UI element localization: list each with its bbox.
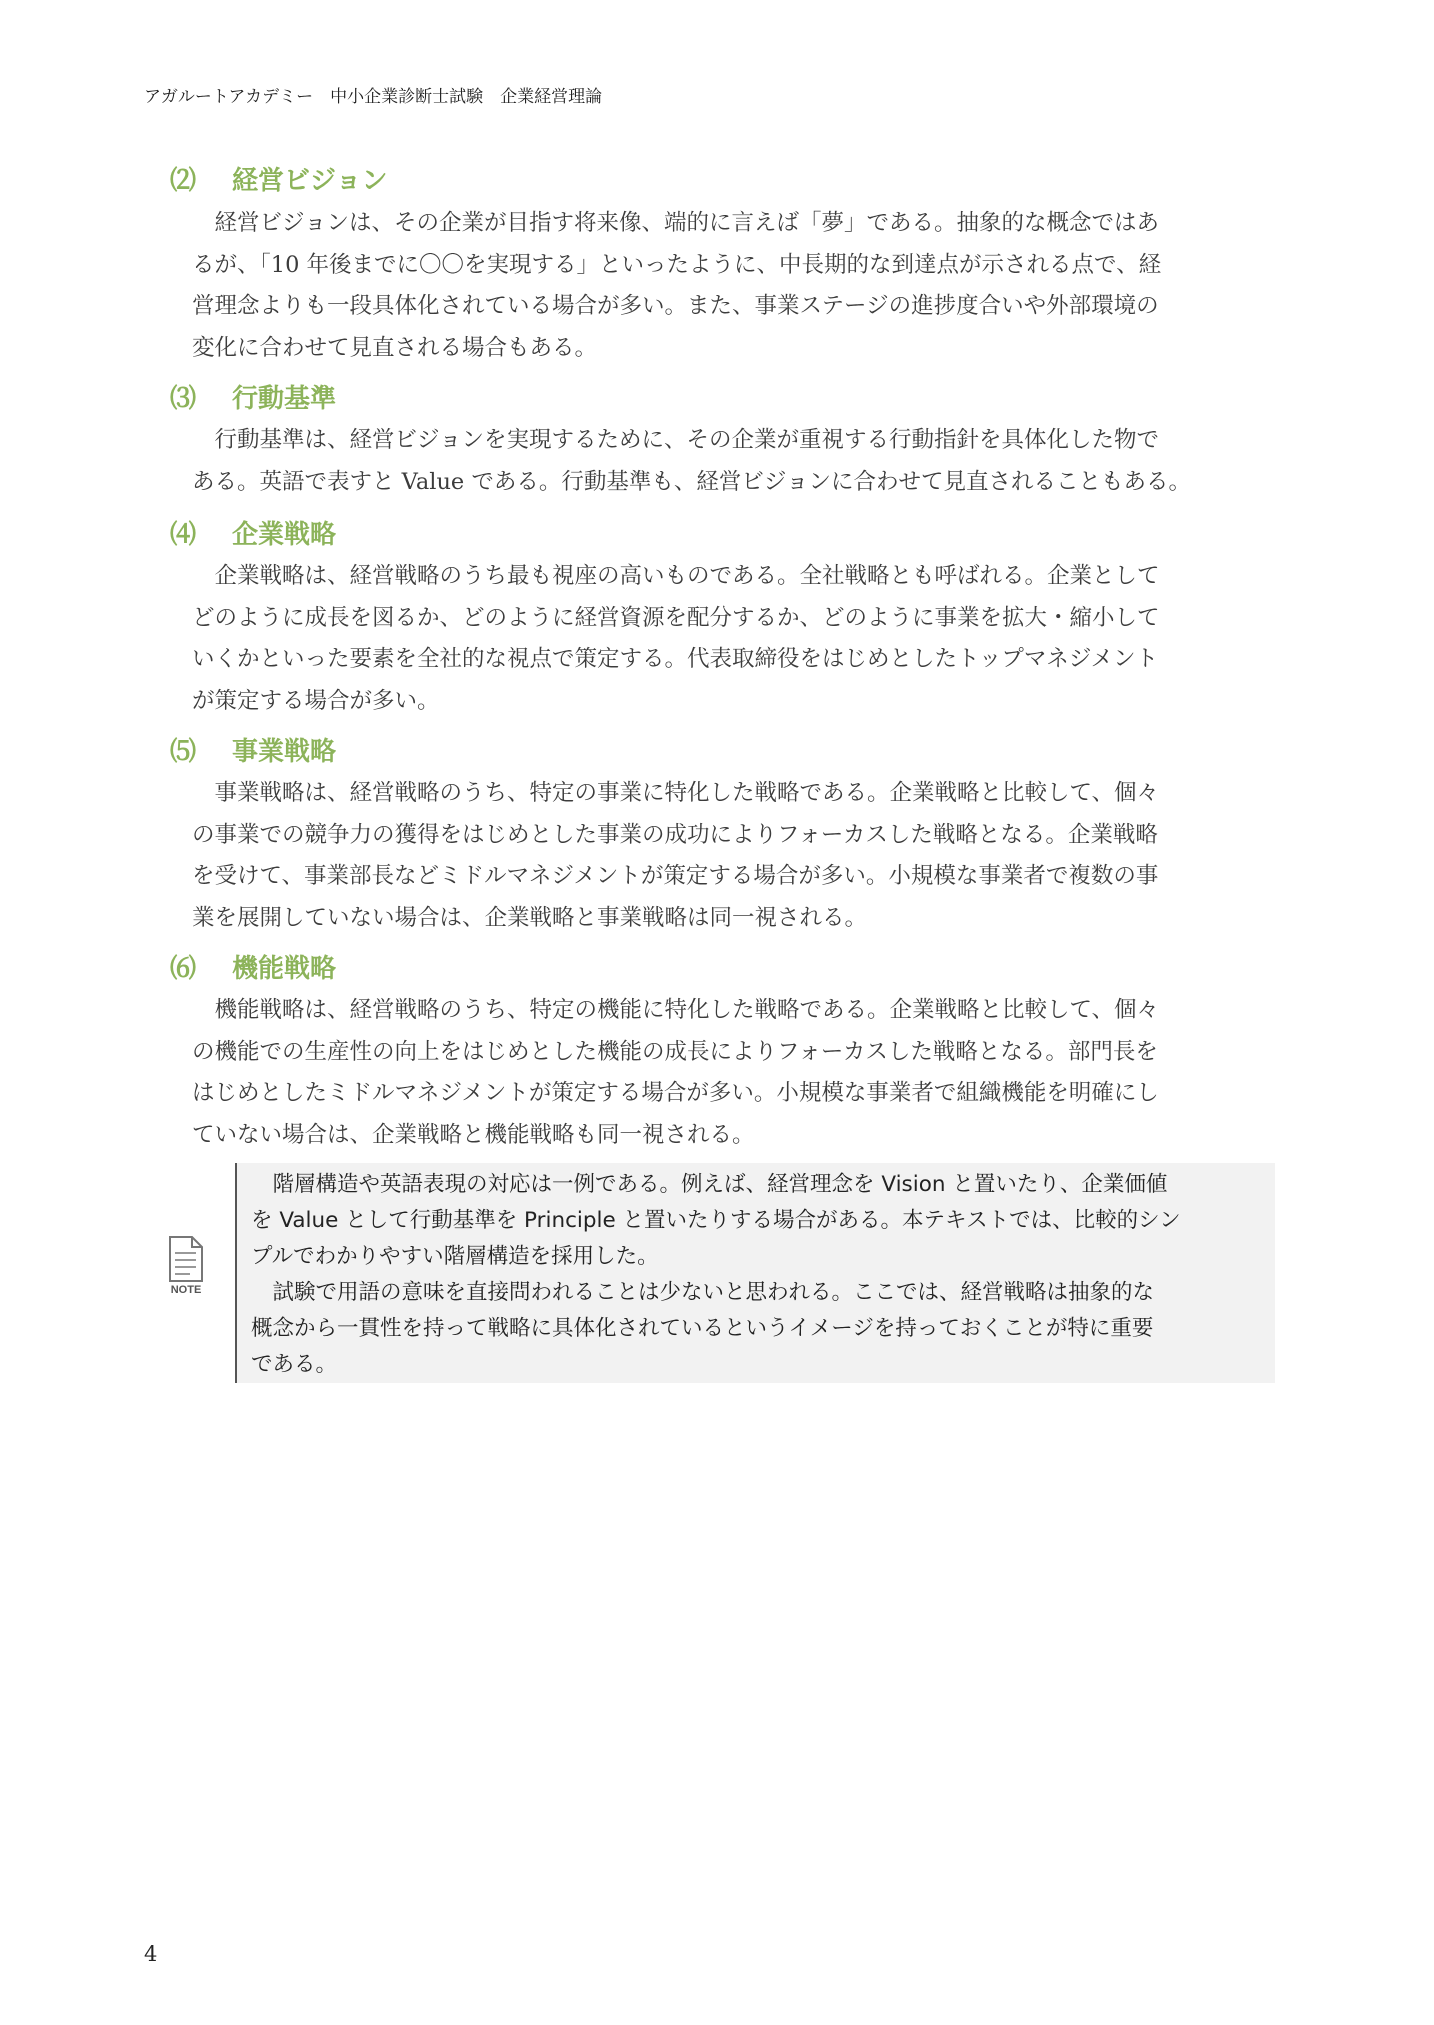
paragraph-line: 業を展開していない場合は、企業戦略と事業戦略は同一視される。: [192, 904, 868, 931]
note-text: [251, 1167, 1271, 1383]
paragraph-line: 行動基準は、経営ビジョンを実現するために、その企業が重視する行動指針を具体化した物で: [192, 427, 1160, 453]
section-number: ⑷: [170, 520, 197, 550]
section-heading-corporate-strategy: [170, 514, 336, 551]
note-line: を Value として行動基準を Principle と置いたりする場合がある。本テキストでは、比較的シン: [251, 1208, 1181, 1233]
paragraph-line: ある。英語で表すと Value である。行動基準も、経営ビジョンに合わせて見直されることもある。: [192, 468, 1191, 495]
section-body-corporate-strategy: [192, 556, 1272, 722]
section-number: ⑹: [170, 954, 197, 984]
paragraph-line: 営理念よりも一段具体化されている場合が多い。また、事業ステージの進捗度合いや外部環境の: [192, 293, 1159, 319]
section-title: 機能戦略: [232, 954, 337, 984]
paragraph-line: の機能での生産性の向上をはじめとした機能の成長によりフォーカスした戦略となる。部門長を: [192, 1038, 1158, 1065]
note-line: 概念から一貫性を持って戦略に具体化されているというイメージを持っておくことが特に重要: [251, 1316, 1154, 1341]
paragraph-line: を受けて、事業部長などミドルマネジメントが策定する場合が多い。小規模な事業者で複数の事: [192, 863, 1159, 889]
section-number: ⑸: [170, 737, 197, 767]
section-heading-business-strategy: [170, 731, 336, 768]
section-title: 行動基準: [232, 384, 337, 414]
section-body-conduct: [192, 420, 1272, 503]
paragraph-line: 機能戦略は、経営戦略のうち、特定の機能に特化した戦略である。企業戦略と比較して、個々: [192, 997, 1160, 1023]
section-title: 企業戦略: [232, 520, 337, 550]
section-title: 事業戦略: [232, 737, 337, 767]
note-line: 階層構造や英語表現の対応は一例である。例えば、経営理念を Vision と置いたり、企業価値: [251, 1172, 1168, 1197]
paragraph-line: 企業戦略は、経営戦略のうち最も視座の高いものである。全社戦略とも呼ばれる。企業として: [192, 563, 1160, 589]
section-title: 経営ビジョン: [232, 166, 388, 196]
paragraph-line: いくかといった要素を全社的な視点で策定する。代表取締役をはじめとしたトップマネジメント: [192, 646, 1159, 672]
section-number: ⑵: [170, 166, 197, 196]
section-number: ⑶: [170, 384, 197, 414]
paragraph-line: が策定する場合が多い。: [192, 687, 440, 714]
running-header: アガルートアカデミー 中小企業診断士試験 企業経営理論: [144, 87, 603, 107]
note-line: である。: [251, 1352, 338, 1377]
paragraph-line: はじめとしたミドルマネジメントが策定する場合が多い。小規模な事業者で組織機能を明確にし: [192, 1080, 1159, 1106]
paragraph-line: 変化に合わせて見直される場合もある。: [192, 334, 598, 361]
note-line: プルでわかりやすい階層構造を採用した。: [251, 1244, 659, 1269]
section-heading-vision: [170, 160, 387, 197]
section-body-vision: [192, 203, 1272, 369]
section-heading-conduct: [170, 378, 336, 415]
paragraph-line: 事業戦略は、経営戦略のうち、特定の事業に特化した戦略である。企業戦略と比較して、個々: [192, 780, 1160, 806]
section-heading-functional-strategy: [170, 948, 336, 985]
paragraph-line: 経営ビジョンは、その企業が目指す将来像、端的に言えば「夢」である。抽象的な概念ではあ: [192, 210, 1160, 236]
page-number: 4: [144, 1942, 158, 1966]
paragraph-line: ていない場合は、企業戦略と機能戦略も同一視される。: [192, 1121, 755, 1148]
section-body-functional-strategy: [192, 990, 1272, 1156]
paragraph-line: るが、「10 年後までに〇〇を実現する」といったように、中長期的な到達点が示される点で、経: [192, 251, 1162, 278]
note-icon-label: NOTE: [170, 1284, 202, 1296]
section-body-business-strategy: [192, 773, 1272, 939]
note-icon: [166, 1235, 206, 1297]
note-line: 試験で用語の意味を直接問われることは少ないと思われる。ここでは、経営戦略は抽象的な: [251, 1280, 1155, 1305]
paragraph-line: の事業での競争力の獲得をはじめとした事業の成功によりフォーカスした戦略となる。企業戦略: [192, 821, 1158, 848]
paragraph-line: どのように成長を図るか、どのように経営資源を配分するか、どのように事業を拡大・縮小して: [192, 604, 1160, 631]
